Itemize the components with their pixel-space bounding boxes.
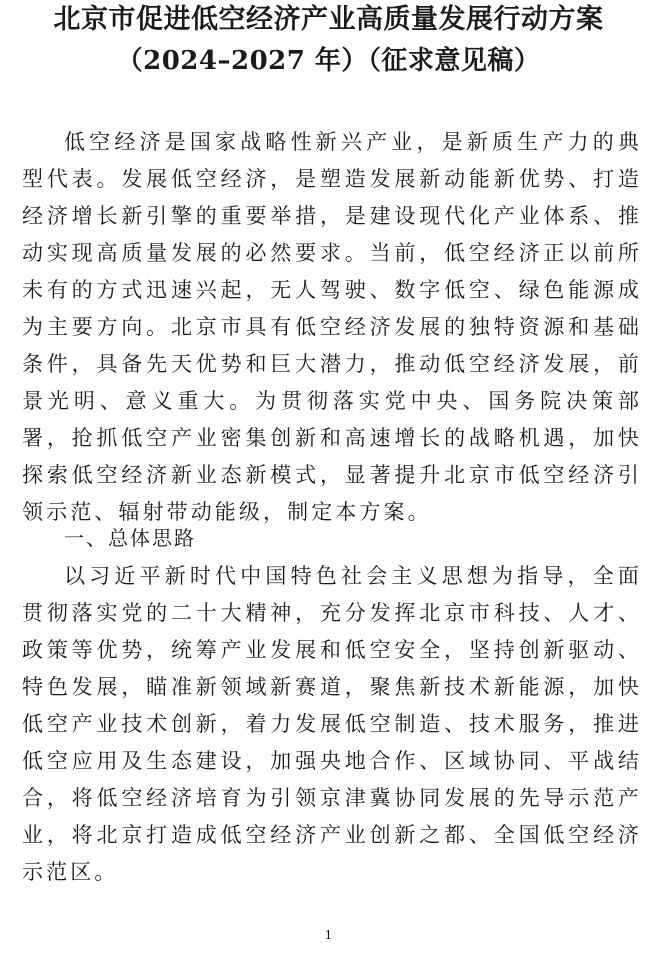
section-heading-overall-approach: 一、总体思路 <box>64 526 196 550</box>
page-number: 1 <box>324 928 333 942</box>
document-subtitle: （2024–2027 年）（征求意见稿） <box>116 46 541 76</box>
intro-paragraph: 低空经济是国家战略性新兴产业，是新质生产力的典型代表。发展低空经济，是塑造发展新动能新优势、打造经济增长新引擎的重要举措，是建设现代化产业体系、推动实现高质量发展的必然要求。当前，低空经济正以前所未有的方式迅速兴起，无人驾驶、数字低空、绿色能源成为主要方向。北京市具有低空经济发展的独特资源和基础条件，具备先天优势和巨大潜力，推动低空经济发展，前景光明、意义重大。为贯彻落实党中央、国务院决策部署，抢抓低空产业密集创新和高速增长的战略机遇，加快探索低空经济新业态新模式，显著提升北京市低空经济引领示范、辐射带动能级，制定本方案。 <box>22 130 642 524</box>
document-title: 北京市促进低空经济产业高质量发展行动方案 <box>53 4 604 35</box>
overall-approach-paragraph: 以习近平新时代中国特色社会主义思想为指导，全面贯彻落实党的二十大精神，充分发挥北京市科技、人才、政策等优势，统筹产业发展和低空安全，坚持创新驱动、特色发展，瞄准新领域新赛道，聚焦新技术新能源，加快低空产业技术创新，着力发展低空制造、技术服务，推进低空应用及生态建设，加强央地合作、区域协同、平战结合，将低空经济培育为引领京津冀协同发展的先导示范产业，将北京打造成低空经济产业创新之都、全国低空经济示范区。 <box>22 564 642 884</box>
